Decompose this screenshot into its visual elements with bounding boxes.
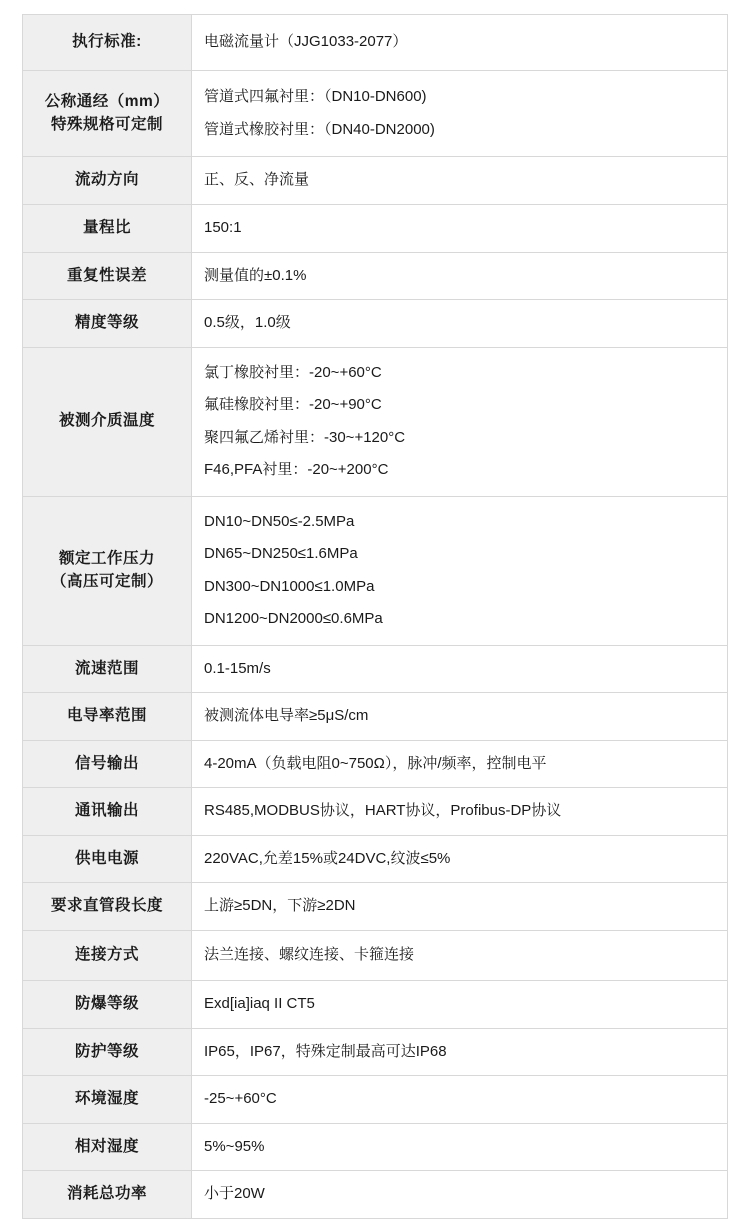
spec-value-cell (192, 15, 728, 71)
spec-value-line: 氟硅橡胶衬里：-20~+90°C (204, 396, 382, 413)
spec-value-cell (192, 740, 728, 788)
spec-label-line: 流速范围 (74, 659, 139, 677)
spec-label-line: 供电电源 (74, 849, 139, 867)
spec-value-cell (192, 205, 728, 253)
spec-value-line: DN1200~DN2000≤0.6MPa (204, 610, 383, 627)
spec-label-line: 电导率范围 (66, 707, 147, 725)
spec-label-line: 防护等级 (74, 1042, 139, 1060)
spec-value-cell (192, 252, 728, 300)
spec-label-cell (23, 1028, 192, 1076)
spec-value-line: 测量值的±0.1% (204, 266, 307, 284)
spec-label-line: 量程比 (82, 219, 131, 237)
spec-label-line: 额定工作压力 (58, 550, 155, 568)
spec-value-line: 法兰连接、螺纹连接、卡箍连接 (204, 946, 415, 964)
table-row (23, 496, 728, 645)
spec-value-cell (192, 1123, 728, 1171)
spec-value-line: -25~+60°C (204, 1090, 277, 1107)
spec-label-line: 要求直管段长度 (50, 897, 163, 915)
spec-label-line: （高压可定制） (50, 572, 163, 590)
spec-value-cell (192, 1076, 728, 1124)
spec-table-body (23, 15, 728, 1219)
spec-value-cell (192, 1028, 728, 1076)
spec-value-cell (192, 693, 728, 741)
spec-value-line: 上游≥5DN，下游≥2DN (204, 897, 356, 915)
spec-label-line: 通讯输出 (74, 802, 139, 820)
spec-label-cell (23, 693, 192, 741)
spec-value-line: 管道式橡胶衬里：（DN40-DN2000) (204, 120, 435, 138)
spec-label-cell (23, 157, 192, 205)
spec-value-cell (192, 645, 728, 693)
spec-value-line: IP65，IP67，特殊定制最高可达IP68 (204, 1042, 447, 1060)
spec-value-cell (192, 981, 728, 1029)
table-row (23, 1171, 728, 1219)
table-row (23, 693, 728, 741)
spec-label-line: 精度等级 (74, 314, 139, 332)
spec-value-cell (192, 157, 728, 205)
spec-label-line: 防爆等级 (74, 995, 139, 1013)
spec-label-cell (23, 645, 192, 693)
spec-value-line: F46,PFA衬里：-20~+200°C (204, 461, 389, 478)
spec-label-cell (23, 252, 192, 300)
spec-label-cell (23, 347, 192, 496)
spec-value-line: 150:1 (204, 219, 242, 236)
table-row (23, 740, 728, 788)
spec-label-line: 环境湿度 (74, 1090, 139, 1108)
spec-label-cell (23, 1076, 192, 1124)
spec-value-line: 电磁流量计（JJG1033-2077） (204, 33, 408, 51)
spec-value-line: 0.5级，1.0级 (204, 314, 291, 331)
spec-value-line: 0.1-15m/s (204, 659, 271, 677)
spec-label-cell (23, 835, 192, 883)
spec-value-line: 管道式四氟衬里：（DN10-DN600) (204, 88, 427, 105)
table-row (23, 252, 728, 300)
specification-table (22, 14, 728, 1219)
spec-value-line: Exd[ia]iaq II CT5 (204, 995, 315, 1012)
spec-value-line: DN300~DN1000≤1.0MPa (204, 577, 375, 595)
spec-label-line: 流动方向 (74, 171, 139, 189)
table-row (23, 1123, 728, 1171)
spec-value-cell (192, 883, 728, 931)
spec-label-cell (23, 981, 192, 1029)
spec-value-line: 4-20mA（负载电阻0~750Ω），脉冲/频率，控制电平 (204, 754, 547, 772)
spec-label-line: 执行标准: (72, 33, 142, 51)
spec-label-line: 连接方式 (74, 946, 139, 964)
spec-value-cell (192, 347, 728, 496)
spec-value-cell (192, 300, 728, 348)
spec-label-line: 信号输出 (74, 754, 139, 772)
table-row (23, 788, 728, 836)
spec-label-line: 被测介质温度 (58, 412, 155, 430)
spec-label-cell (23, 931, 192, 981)
spec-label-cell (23, 205, 192, 253)
spec-value-cell (192, 835, 728, 883)
spec-value-line: DN10~DN50≤-2.5MPa (204, 512, 355, 530)
table-row (23, 71, 728, 157)
spec-label-cell (23, 788, 192, 836)
table-row (23, 15, 728, 71)
spec-value-cell (192, 1171, 728, 1219)
spec-value-cell (192, 496, 728, 645)
spec-value-line: RS485,MODBUS协议，HART协议，Profibus-DP协议 (204, 802, 562, 819)
table-row (23, 645, 728, 693)
spec-value-cell (192, 931, 728, 981)
spec-value-line: 氯丁橡胶衬里：-20~+60°C (204, 363, 382, 381)
spec-value-line: 小于20W (204, 1185, 265, 1202)
spec-label-cell (23, 496, 192, 645)
spec-label-line: 特殊规格可定制 (50, 115, 163, 133)
table-row (23, 883, 728, 931)
spec-label-cell (23, 1171, 192, 1219)
table-row (23, 1076, 728, 1124)
spec-label-cell (23, 300, 192, 348)
table-row (23, 205, 728, 253)
table-row (23, 1028, 728, 1076)
table-row (23, 300, 728, 348)
spec-value-cell (192, 788, 728, 836)
spec-value-line: 5%~95% (204, 1137, 265, 1155)
spec-label-cell (23, 740, 192, 788)
spec-value-line: 聚四氟乙烯衬里：-30~+120°C (204, 428, 406, 446)
spec-value-line: DN65~DN250≤1.6MPa (204, 545, 358, 562)
spec-value-line: 被测流体电导率≥5μS/cm (204, 707, 369, 724)
spec-label-cell (23, 15, 192, 71)
spec-value-line: 220VAC,允差15%或24DVC,纹波≤5% (204, 849, 451, 867)
spec-label-line: 相对湿度 (74, 1137, 139, 1155)
spec-label-cell (23, 883, 192, 931)
spec-label-line: 公称通经（mm） (44, 93, 170, 111)
spec-label-cell (23, 71, 192, 157)
table-row (23, 981, 728, 1029)
spec-value-line: 正、反、净流量 (204, 171, 310, 189)
spec-label-cell (23, 1123, 192, 1171)
spec-label-line: 消耗总功率 (66, 1185, 147, 1203)
spec-value-cell (192, 71, 728, 157)
table-row (23, 931, 728, 981)
table-row (23, 157, 728, 205)
table-row (23, 835, 728, 883)
table-row (23, 347, 728, 496)
spec-label-line: 重复性误差 (66, 266, 147, 284)
